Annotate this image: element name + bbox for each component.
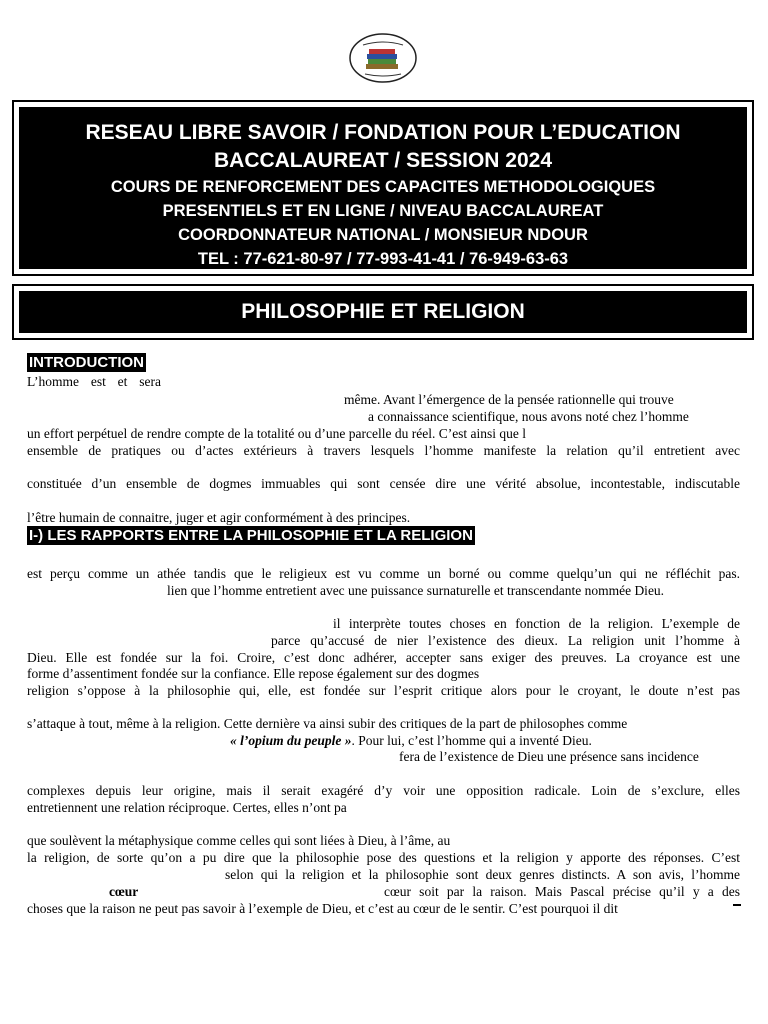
intro-line: L’homme est et sera [27,374,161,389]
intro-line: l’être humain de connaitre, juger et agir conformément à des principes. [27,510,411,525]
foundation-logo [349,33,417,83]
section-line: que soulèvent la métaphysique comme celles qui sont liées à Dieu, à l’âme, au [27,833,451,848]
section-line: fera de l’existence de Dieu une présence sans incidence [399,749,699,764]
title-box [12,284,754,340]
intro-line: a connaissance scientifique, nous avons noté chez l’homme [368,409,689,424]
quote-opium: « l’opium du peuple » [230,733,352,748]
section-line: religion s’oppose à la philosophie qui, elle, est fondée sur l’esprit critique alors pour le croyant, le doute n’est pas [27,683,740,698]
section-heading: I-) LES RAPPORTS ENTRE LA PHILOSOPHIE ET LA RELIGION [29,527,473,544]
section-word-coeur: cœur [109,884,139,899]
section-line: cœur soit par la raison. Mais Pascal précise qu’il y a des [384,884,740,899]
header-line-course: COURS DE RENFORCEMENT DES CAPACITES METHODOLOGIQUES [110,178,656,196]
header-box [12,100,754,276]
section-line: Dieu. Elle est fondée sur la foi. Croire, c’est donc adhérer, accepter sans exiger des preuves. La croyance est une [27,650,740,665]
section-line: complexes depuis leur origine, mais il serait exagéré d’y voir une opposition radicale. Loin de s’exclure, elles [27,783,740,798]
section-line [230,733,592,749]
section-line: entretiennent une relation réciproque. Certes, elles n’ont pa [27,800,347,815]
header-line-network: RESEAU LIBRE SAVOIR / FONDATION POUR L’EDUCATION [85,121,681,144]
section-line: lien que l’homme entretient avec une puissance surnaturelle et transcendante nommée Dieu. [167,583,665,598]
intro-line: ensemble de pratiques ou d’actes extérieurs à travers lesquels l’homme manifeste la relation qu’il entretient avec [27,443,740,458]
header-line-coordinator: COORDONNATEUR NATIONAL / MONSIEUR NDOUR [178,226,588,244]
header-line-phone: TEL : 77-621-80-97 / 77-993-41-41 / 76-949-63-63 [197,250,569,268]
quote-continuation: . Pour lui, c’est l’homme qui a inventé Dieu. [351,733,592,748]
trailing-dash [733,904,741,906]
intro-line: un effort perpétuel de rendre compte de la totalité ou d’une parcelle du réel. C’est ainsi que l [27,426,527,441]
section-line: il interprète toutes choses en fonction de la religion. L’exemple de [333,616,740,631]
section-line: forme d’assentiment fondée sur la confiance. Elle repose également sur des dogmes [27,666,480,681]
intro-line: constituée d’un ensemble de dogmes immuables qui sont censée dire une vérité absolue, incontestable, indiscutable [27,476,740,491]
intro-line: même. Avant l’émergence de la pensée rationnelle qui trouve [344,392,674,407]
header-line-session: BACCALAUREAT / SESSION 2024 [213,149,552,172]
section-line: s’attaque à tout, même à la religion. Cette dernière va ainsi subir des critiques de la part de philosophes comme [27,716,628,731]
header-banner [19,107,747,269]
intro-heading: INTRODUCTION [29,354,144,371]
section-line: la religion, de sorte qu’on a pu dire que la philosophie pose des questions et la religion y apporte des réponses. C’est [27,850,740,865]
page-title: PHILOSOPHIE ET RELIGION [19,291,747,333]
header-line-level: PRESENTIELS ET EN LIGNE / NIVEAU BACCALAUREAT [162,202,604,220]
section-line: selon qui la religion et la philosophie sont deux genres distincts. A son avis, l’homme [225,867,740,882]
section-line: choses que la raison ne peut pas savoir à l’exemple de Dieu, et c’est au cœur de le sentir. C’est pourquoi il dit [27,901,618,916]
section-line: est perçu comme un athée tandis que le religieux est vu comme un borné ou comme quelqu’un qui ne réfléchit pas. [27,566,740,581]
section-line: parce qu’accusé de nier l’existence des dieux. La religion unit l’homme à [271,633,740,648]
